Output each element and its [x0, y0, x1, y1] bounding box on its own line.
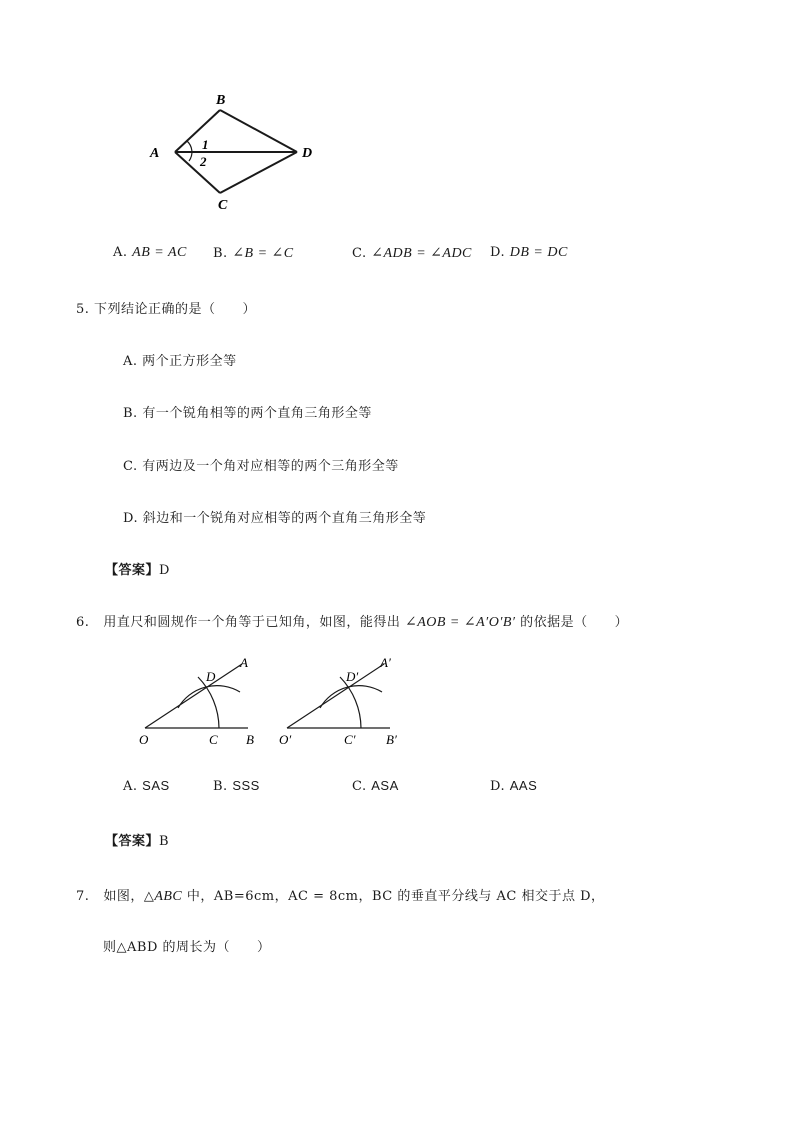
label-a: A [150, 146, 160, 161]
q5-option-b: B. 有一个锐角相等的两个直角三角形全等 [123, 406, 372, 421]
q6-answer: 【答案】B [105, 834, 170, 849]
arc-cd [198, 677, 219, 728]
q4-figure [140, 85, 330, 215]
label-angle-1: 1 [202, 137, 209, 152]
q7-stem-line1: 7. 如图，△ABC 中，AB=6cm，AC = 8cm，BC 的垂直平分线与 AC 相交于点 D， [76, 889, 605, 904]
arc-d-prime [320, 686, 382, 708]
segment-ab [175, 110, 220, 152]
label-a-prime: A′ [380, 655, 391, 670]
label-b: B [246, 732, 254, 747]
ray-oa [145, 664, 242, 728]
q6-option-a: A. SAS [123, 778, 170, 794]
label-o-prime: O′ [279, 732, 292, 747]
ray-o-a-prime [287, 664, 384, 728]
q5-option-c: C. 有两边及一个角对应相等的两个三角形全等 [123, 459, 399, 474]
arc-d [178, 686, 240, 708]
q5-option-a: A. 两个正方形全等 [123, 354, 237, 369]
q7-stem-line2: 则△ABD 的周长为（ ） [103, 940, 271, 955]
label-d-prime: D′ [346, 669, 359, 684]
q6-figure-right [272, 650, 412, 750]
arc-c-d-prime [340, 677, 361, 728]
q5-answer: 【答案】D [105, 563, 170, 578]
q4-option-b: B. ∠B = ∠C [213, 246, 294, 261]
label-a: A [240, 655, 248, 670]
q5-stem: 5. 下列结论正确的是（ ） [76, 302, 257, 317]
q6-figure-left [130, 650, 270, 750]
q5-option-d: D. 斜边和一个锐角对应相等的两个直角三角形全等 [123, 511, 427, 526]
label-d: D [302, 146, 313, 161]
q4-option-c: C. ∠ADB = ∠ADC [352, 246, 472, 261]
q6-stem: 6. 用直尺和圆规作一个角等于已知角，如图，能得出 ∠AOB = ∠A′O′B′ 的依据是（ ） [76, 615, 629, 630]
segment-cd [220, 152, 297, 193]
label-d: D [206, 669, 216, 684]
label-b: B [216, 93, 226, 108]
segment-ac [175, 152, 220, 193]
q6-option-d: D. AAS [490, 778, 538, 794]
q6-option-b: B. SSS [213, 778, 260, 794]
q4-option-d: D. DB = DC [490, 245, 568, 260]
segment-bd [220, 110, 297, 152]
label-c: C [209, 732, 218, 747]
q6-option-c: C. ASA [352, 778, 399, 794]
q4-option-a: A. AB = AC [113, 245, 187, 260]
label-o: O [139, 732, 149, 747]
label-c: C [218, 198, 228, 213]
label-angle-2: 2 [200, 154, 207, 169]
label-c-prime: C′ [344, 732, 356, 747]
label-b-prime: B′ [386, 732, 397, 747]
